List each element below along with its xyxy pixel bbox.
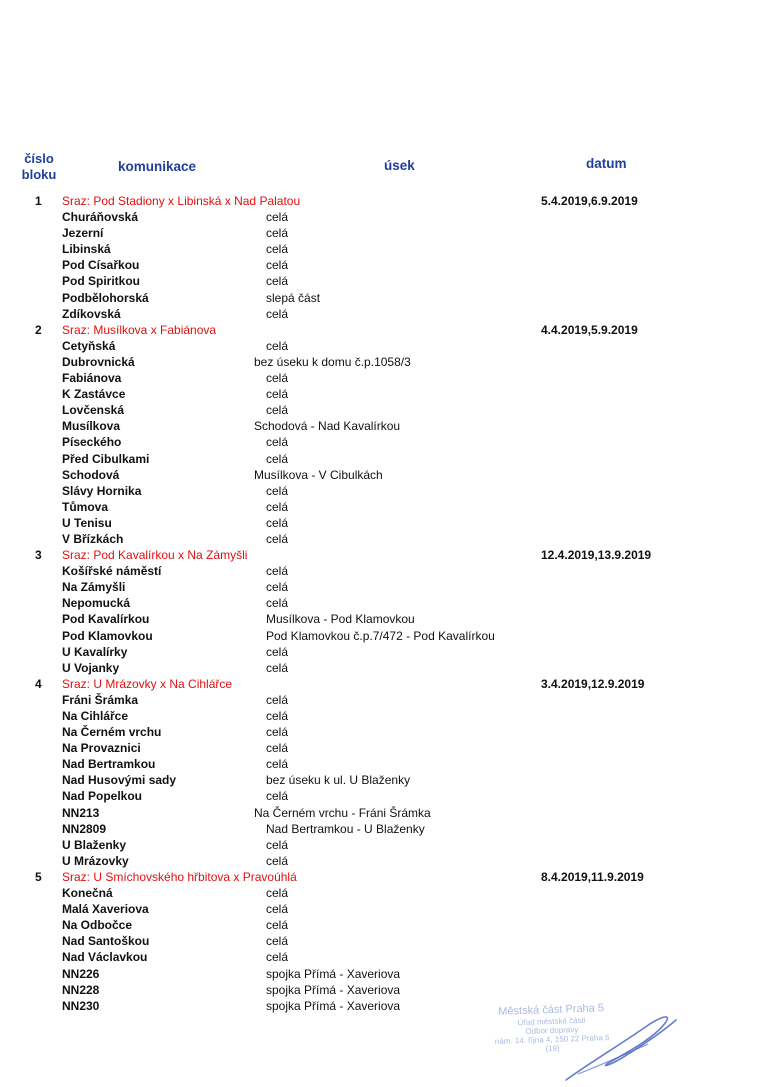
street-table: [0, 193, 768, 1014]
street-name: Churáňovská: [62, 210, 139, 225]
block-number: 2: [35, 322, 42, 337]
street-row: [0, 563, 768, 579]
street-row: [0, 740, 768, 756]
street-section: celá: [266, 918, 289, 933]
street-name: U Tenisu: [62, 515, 112, 530]
meeting-point: Sraz: Pod Stadiony x Libinská x Nad Palatou: [62, 194, 301, 208]
street-section: celá: [266, 934, 289, 949]
street-row: [0, 595, 768, 611]
block-row: [0, 869, 768, 885]
street-row: [0, 708, 768, 724]
block-number: 5: [35, 869, 42, 884]
cleaning-dates: 5.4.2019,6.9.2019: [541, 194, 638, 208]
header-cislo-bloku: [16, 151, 62, 183]
street-row: [0, 515, 768, 531]
street-name: Košířské náměstí: [62, 564, 162, 579]
header-bloku: bloku: [21, 167, 57, 182]
street-name: Malá Xaveriova: [62, 902, 149, 917]
street-row: [0, 788, 768, 804]
street-section: celá: [266, 258, 289, 273]
street-section: celá: [266, 789, 289, 804]
header-komunikace: komunikace: [118, 159, 197, 174]
meeting-point: Sraz: U Smíchovského hřbitova x Pravoúhlá: [62, 869, 297, 884]
street-name: Libinská: [62, 242, 111, 257]
street-section: celá: [266, 725, 289, 740]
street-section: celá: [266, 210, 289, 225]
header-datum: datum: [586, 156, 627, 171]
street-section: celá: [266, 403, 289, 418]
street-name: Na Cihlářce: [62, 709, 129, 723]
street-name: Nad Popelkou: [62, 789, 143, 804]
block-row: [0, 193, 768, 209]
street-row: [0, 499, 768, 515]
block-row: [0, 322, 768, 338]
street-section: spojka Přímá - Xaveriova: [266, 998, 401, 1013]
street-name: Na Odbočce: [62, 918, 133, 933]
street-row: [0, 434, 768, 450]
street-name: U Kavalírky: [62, 644, 128, 659]
street-name: Nad Bertramkou: [62, 757, 156, 772]
cleaning-dates: 4.4.2019,5.9.2019: [541, 322, 638, 337]
street-section: celá: [266, 837, 289, 852]
cleaning-dates: 8.4.2019,11.9.2019: [541, 869, 644, 884]
street-name: Jezerní: [62, 226, 104, 241]
street-name: Cetyňská: [62, 338, 116, 353]
street-name: Musílkova: [62, 419, 121, 434]
street-row: [0, 402, 768, 418]
street-row: [0, 241, 768, 257]
street-row: [0, 290, 768, 306]
street-row: [0, 451, 768, 467]
street-section: celá: [266, 692, 289, 707]
meeting-point: Sraz: Pod Kavalírkou x Na Zámyšli: [62, 548, 248, 563]
street-row: [0, 338, 768, 354]
street-row: [0, 772, 768, 788]
street-section: celá: [266, 483, 289, 498]
street-section: celá: [266, 741, 289, 756]
street-name: Nad Husovými sady: [62, 773, 177, 788]
street-name: Schodová: [62, 467, 120, 482]
header-cislo: číslo: [24, 151, 54, 166]
signature: [548, 1006, 688, 1084]
stamp-line-1: Městská část Praha 5: [498, 1002, 605, 1018]
street-name: Nad Santoškou: [62, 934, 150, 949]
street-name: NN213: [62, 805, 100, 820]
street-name: Pod Klamovkou: [62, 628, 153, 643]
street-section: celá: [266, 531, 289, 546]
street-name: Před Cibulkami: [62, 451, 150, 466]
street-name: Fabiánova: [62, 371, 122, 386]
cleaning-dates: 3.4.2019,12.9.2019: [541, 676, 645, 691]
street-row: [0, 805, 768, 821]
street-section: celá: [266, 886, 289, 901]
street-section: celá: [266, 451, 289, 466]
street-row: [0, 982, 768, 998]
street-row: [0, 917, 768, 933]
street-section: celá: [266, 660, 289, 675]
street-section: celá: [266, 596, 289, 611]
street-row: [0, 579, 768, 595]
block-row: [0, 547, 768, 563]
street-row: [0, 418, 768, 434]
street-section: celá: [266, 435, 289, 450]
street-name: NN2809: [62, 821, 107, 836]
street-section: celá: [266, 306, 289, 321]
street-name: V Břízkách: [62, 531, 124, 546]
street-row: [0, 821, 768, 837]
street-name: Tůmova: [62, 499, 109, 514]
meeting-point: Sraz: U Mrázovky x Na Cihlářce: [62, 676, 233, 691]
street-name: Na Černém vrchu: [62, 725, 162, 740]
street-name: Píseckého: [62, 435, 122, 450]
street-section: celá: [266, 515, 289, 530]
street-name: Konečná: [62, 886, 113, 901]
block-number: 1: [35, 194, 42, 208]
street-section: celá: [266, 226, 289, 241]
street-section: celá: [266, 709, 289, 723]
street-section: Musílkova - Pod Klamovkou: [266, 612, 415, 627]
street-section: Musílkova - V Cibulkách: [254, 467, 383, 482]
street-section: Na Černém vrchu - Fráni Šrámka: [254, 805, 431, 820]
street-section: celá: [266, 338, 289, 353]
street-name: Pod Císařkou: [62, 258, 140, 273]
street-row: [0, 483, 768, 499]
street-name: Dubrovnická: [62, 354, 135, 369]
street-row: [0, 901, 768, 917]
stamp-line-5: (19): [545, 1043, 560, 1054]
street-name: Slávy Hornika: [62, 483, 142, 498]
street-section: celá: [266, 387, 289, 402]
street-name: Nepomucká: [62, 596, 131, 611]
street-section: celá: [266, 902, 289, 917]
street-section: celá: [266, 371, 289, 386]
street-row: [0, 306, 768, 322]
street-row: [0, 966, 768, 982]
cleaning-dates: 12.4.2019,13.9.2019: [541, 548, 652, 563]
street-name: NN228: [62, 982, 100, 997]
street-section: celá: [266, 274, 289, 289]
street-name: U Blaženky: [62, 837, 127, 852]
street-section: bez úseku k ul. U Blaženky: [266, 773, 411, 788]
street-row: [0, 949, 768, 965]
street-section: celá: [266, 950, 289, 965]
street-section: Nad Bertramkou - U Blaženky: [266, 821, 425, 836]
street-row: [0, 660, 768, 676]
street-row: [0, 885, 768, 901]
street-section: Schodová - Nad Kavalírkou: [254, 419, 401, 434]
street-row: [0, 933, 768, 949]
street-section: celá: [266, 580, 289, 595]
street-row: [0, 724, 768, 740]
stamp-line-2: Úřad městské části: [517, 1015, 586, 1028]
street-section: bez úseku k domu č.p.1058/3: [254, 354, 411, 369]
street-row: [0, 257, 768, 273]
street-row: [0, 386, 768, 402]
street-name: Lovčenská: [62, 403, 125, 418]
street-row: [0, 853, 768, 869]
street-row: [0, 644, 768, 660]
street-section: celá: [266, 499, 289, 514]
street-section: celá: [266, 644, 289, 659]
street-name: K Zastávce: [62, 387, 126, 402]
street-row: [0, 756, 768, 772]
stamp-line-3: Odbor dopravy: [525, 1025, 579, 1036]
street-name: NN226: [62, 966, 100, 981]
street-name: Pod Spiritkou: [62, 274, 140, 289]
street-section: celá: [266, 853, 289, 868]
street-row: [0, 837, 768, 853]
street-row: [0, 628, 768, 644]
block-number: 4: [35, 676, 42, 691]
street-section: celá: [266, 757, 289, 772]
street-section: slepá část: [266, 290, 321, 305]
street-section: celá: [266, 564, 289, 579]
street-name: Pod Kavalírkou: [62, 612, 150, 627]
street-section: Pod Klamovkou č.p.7/472 - Pod Kavalírkou: [266, 628, 495, 643]
street-row: [0, 225, 768, 241]
street-row: [0, 692, 768, 708]
street-name: Podbělohorská: [62, 290, 149, 305]
stamp-line-4: nám. 14. října 4, 150 22 Praha 5: [494, 1032, 610, 1046]
street-name: NN230: [62, 998, 100, 1013]
street-row: [0, 273, 768, 289]
street-name: U Mrázovky: [62, 853, 129, 868]
block-row: [0, 676, 768, 692]
street-name: Nad Václavkou: [62, 950, 148, 965]
street-name: Fráni Šrámka: [62, 692, 139, 707]
header-usek: úsek: [384, 158, 415, 173]
street-name: Na Provaznici: [62, 741, 141, 756]
street-name: U Vojanky: [62, 660, 120, 675]
meeting-point: Sraz: Musílkova x Fabiánova: [62, 322, 217, 337]
street-section: spojka Přímá - Xaveriova: [266, 982, 401, 997]
street-row: [0, 370, 768, 386]
street-section: celá: [266, 242, 289, 257]
street-section: spojka Přímá - Xaveriova: [266, 966, 401, 981]
block-number: 3: [35, 548, 42, 563]
street-name: Zdíkovská: [62, 306, 121, 321]
street-row: [0, 531, 768, 547]
street-name: Na Zámyšli: [62, 580, 126, 595]
street-row: [0, 354, 768, 370]
street-row: [0, 467, 768, 483]
street-row: [0, 611, 768, 627]
street-row: [0, 209, 768, 225]
